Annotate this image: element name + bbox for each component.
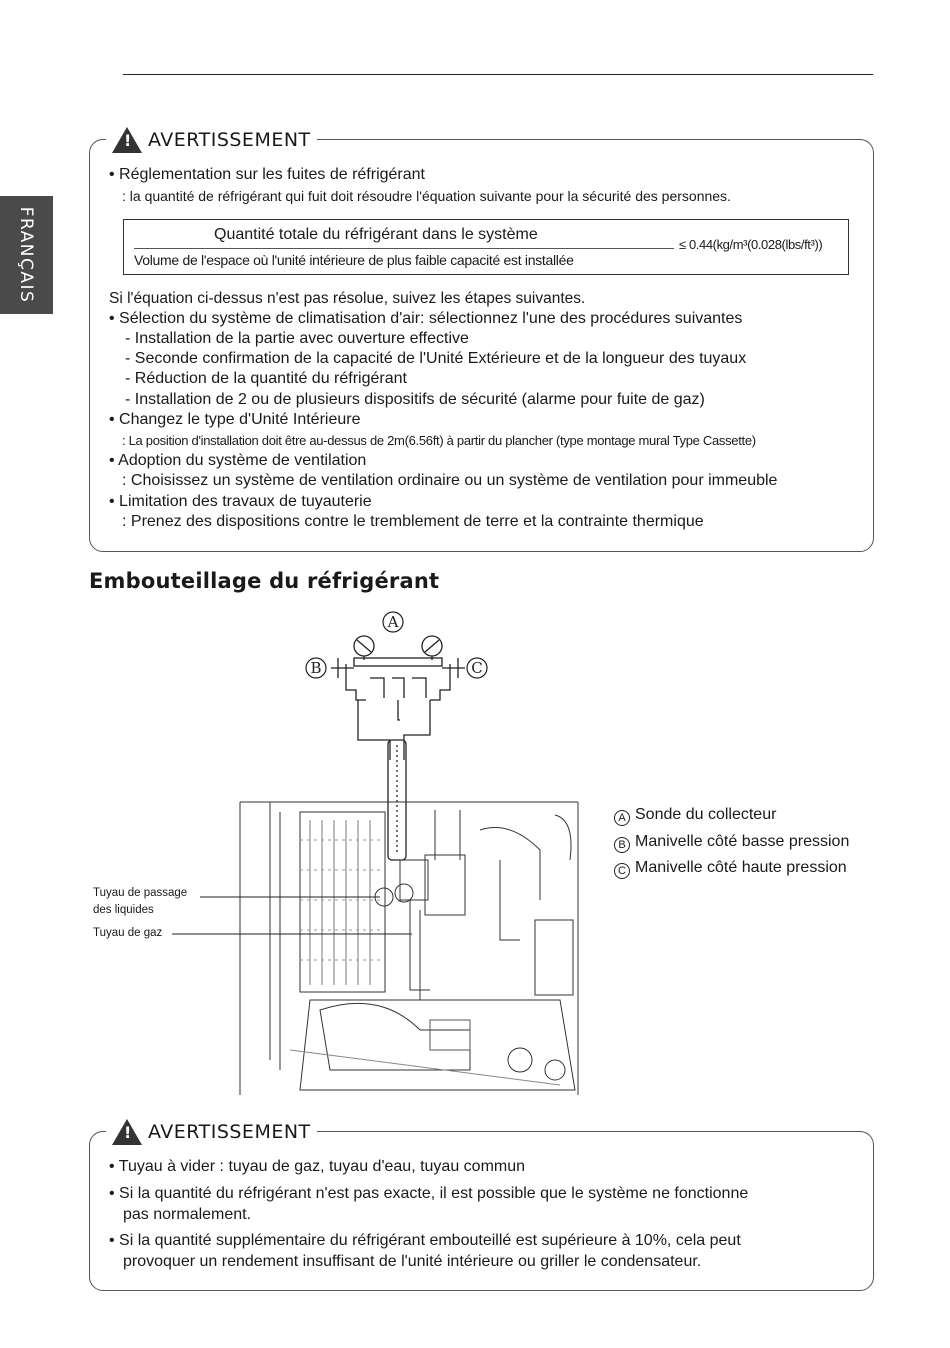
label-gas-pipe: Tuyau de gaz xyxy=(93,927,163,939)
warning-icon: ! xyxy=(112,127,142,153)
label-liquid-pipe-2: des liquides xyxy=(93,904,154,916)
list-line: : La position d'installation doit être au-dessus de 2m(6.56ft) à partir du plancher (type montage mural Type Cassette) xyxy=(122,433,756,448)
marker-a: A xyxy=(387,613,399,631)
warning2-bullet-3-cont: provoquer un rendement insuffisant de l'unité intérieure ou griller le condensateur. xyxy=(123,1253,702,1270)
list-line: - Réduction de la quantité du réfrigérant xyxy=(125,370,407,387)
legend-item-a xyxy=(614,805,776,826)
condition-text: Si l'équation ci-dessus n'est pas résolue, suivez les étapes suivantes. xyxy=(109,290,586,307)
legend-text: Manivelle côté basse pression xyxy=(635,833,850,850)
warning-icon: ! xyxy=(112,1119,142,1145)
list-line: : Prenez des dispositions contre le tremblement de terre et la contrainte thermique xyxy=(122,513,704,530)
list-line: - Seconde confirmation de la capacité de l'Unité Extérieure et de la longueur des tuyaux xyxy=(125,350,747,367)
legend-text: Sonde du collecteur xyxy=(635,806,777,823)
list-line: - Installation de la partie avec ouverture effective xyxy=(125,330,469,347)
legend-key: A xyxy=(614,810,630,826)
list-line: • Changez le type d'Unité Intérieure xyxy=(109,411,361,428)
section-title: Embouteillage du réfrigérant xyxy=(89,569,440,593)
list-line: • Sélection du système de climatisation d'air: sélectionnez l'une des procédures suivantes xyxy=(109,310,743,327)
legend-item-c xyxy=(614,858,847,879)
formula-numerator: Quantité totale du réfrigérant dans le système xyxy=(214,226,538,243)
bullet-regulation: • Réglementation sur les fuites de réfrigérant xyxy=(109,166,425,183)
warning2-bullet-3: • Si la quantité supplémentaire du réfrigérant embouteillé est supérieure à 10%, cela peut xyxy=(109,1232,741,1249)
warning2-bullet-2: • Si la quantité du réfrigérant n'est pas exacte, il est possible que le système ne fonctionne xyxy=(109,1185,749,1202)
outdoor-unit-drawing xyxy=(240,802,578,1095)
legend-key: B xyxy=(614,837,630,853)
marker-b: B xyxy=(310,659,322,677)
list-line: • Adoption du système de ventilation xyxy=(109,452,367,469)
legend-text: Manivelle côté haute pression xyxy=(635,859,847,876)
marker-c: C xyxy=(471,659,483,677)
language-tab-label: FRANÇAIS xyxy=(16,206,36,304)
warning-heading-2 xyxy=(106,1118,317,1146)
warning2-bullet-1: • Tuyau à vider : tuyau de gaz, tuyau d'eau, tuyau commun xyxy=(109,1158,526,1175)
warning-title: AVERTISSEMENT xyxy=(148,1121,311,1143)
legend-item-b xyxy=(614,832,849,853)
warning2-bullet-2-cont: pas normalement. xyxy=(123,1206,252,1223)
bullet-regulation-sub: : la quantité de réfrigérant qui fuit doit résoudre l'équation suivante pour la sécurité des personnes. xyxy=(122,188,731,204)
label-liquid-pipe-1: Tuyau de passage xyxy=(93,887,188,899)
warning-title: AVERTISSEMENT xyxy=(148,129,311,151)
formula-rhs: ≤ 0.44(kg/m³(0.028(lbs/ft³)) xyxy=(679,237,823,252)
formula-denominator: Volume de l'espace où l'unité intérieure de plus faible capacité est installée xyxy=(134,252,574,268)
list-line: • Limitation des travaux de tuyauterie xyxy=(109,493,372,510)
list-line: - Installation de 2 ou de plusieurs dispositifs de sécurité (alarme pour fuite de gaz) xyxy=(125,391,705,408)
legend-key: C xyxy=(614,863,630,879)
list-line: : Choisissez un système de ventilation ordinaire ou un système de ventilation pour immeuble xyxy=(122,472,778,489)
